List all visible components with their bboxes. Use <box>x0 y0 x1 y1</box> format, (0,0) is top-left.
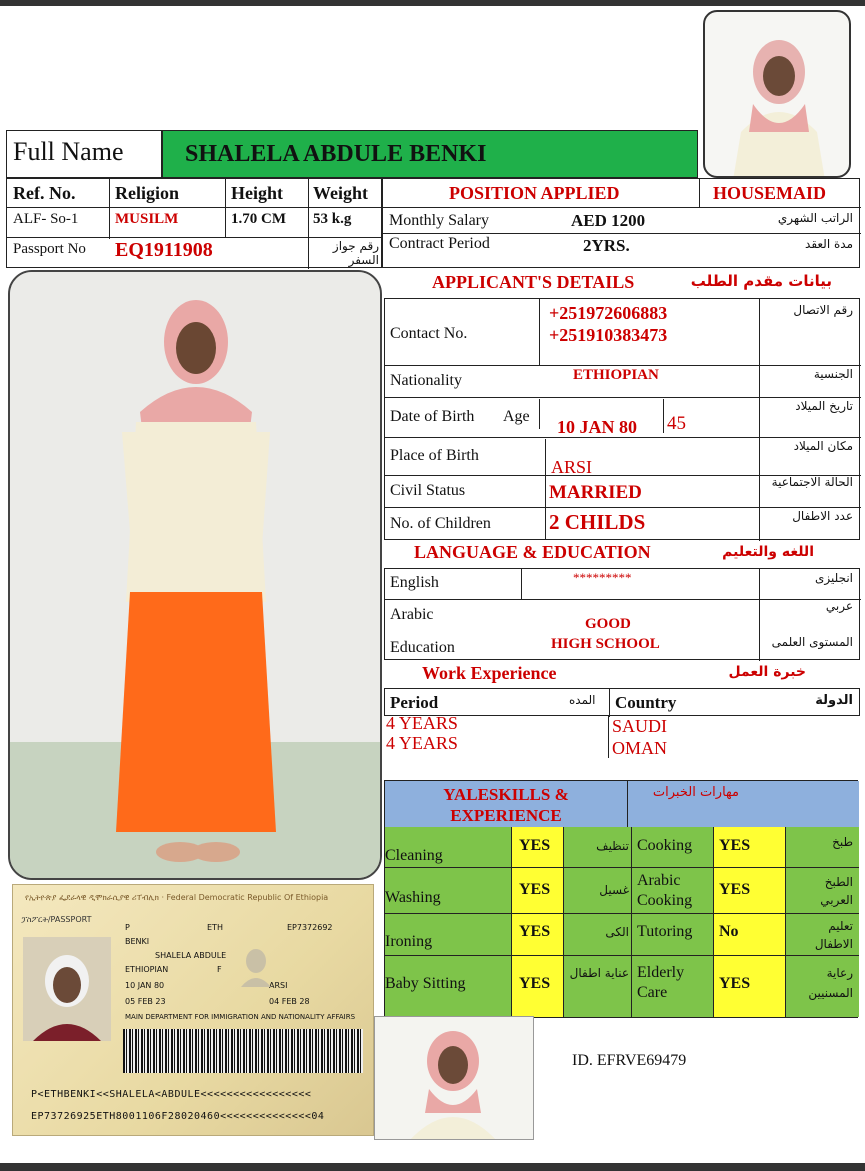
basic-info-table <box>6 178 382 268</box>
contact-value-1: +251972606883 <box>549 303 668 323</box>
passport-ghost-photo-icon <box>239 945 273 987</box>
skill-right-label: Arabic Cooking <box>637 872 693 909</box>
work-country-1: SAUDI <box>612 716 668 736</box>
position-label: POSITION APPLIED <box>449 183 620 203</box>
full-name-value: SHALELA ABDULE BENKI <box>185 141 487 167</box>
work-country-2: OMAN <box>612 738 668 758</box>
arabic-label: Arabic <box>390 606 434 623</box>
passport-label: Passport No <box>13 241 86 257</box>
passport-issue: 05 FEB 23 <box>125 997 166 1006</box>
skill-left-label: Baby Sitting <box>385 975 466 992</box>
passport-given-name: SHALELA ABDULE <box>155 951 227 960</box>
skill-left-ar: عناية اطفال <box>569 966 629 980</box>
skill-left-value: YES <box>519 975 551 992</box>
skills-heading-bar <box>385 781 859 827</box>
pob-label-ar: مكان الميلاد <box>793 439 853 453</box>
skill-right-label: Tutoring <box>637 923 693 940</box>
skill-left-label: Washing <box>385 889 441 906</box>
person-full-body-icon <box>10 272 382 880</box>
weight-label: Weight <box>313 183 369 203</box>
period-label: Period <box>390 693 439 712</box>
top-border <box>0 0 865 6</box>
religion-label: Religion <box>115 183 180 203</box>
ref-value: ALF- So-1 <box>13 211 79 227</box>
age-value: 45 <box>667 413 686 434</box>
full-body-photo <box>8 270 382 880</box>
skill-right-label: Cooking <box>637 837 693 854</box>
contract-value: 2YRS. <box>583 236 630 255</box>
bottom-border <box>0 1163 865 1171</box>
skills-table <box>384 780 858 1018</box>
skill-right-ar: الطبخ العربي <box>820 875 853 907</box>
skill-left-ar: الكى <box>605 925 629 939</box>
skill-right-value: YES <box>719 881 751 898</box>
height-value: 1.70 CM <box>231 211 286 227</box>
education-value: HIGH SCHOOL <box>551 636 660 652</box>
portrait-photo-bottom <box>374 1016 534 1140</box>
skill-left-ar: غسيل <box>599 883 629 897</box>
work-heading-ar: خبرة العمل <box>728 664 806 680</box>
work-period-2: 4 YEARS <box>386 733 458 753</box>
country-label-ar: الدولة <box>815 693 853 708</box>
height-label: Height <box>231 183 283 203</box>
salary-label-ar: الراتب الشهري <box>777 211 853 225</box>
skill-right-ar: رعاية المسنيين <box>808 966 853 1000</box>
passport-surname: BENKI <box>125 937 150 946</box>
passport-value: EQ1911908 <box>115 239 213 261</box>
language-heading-bar <box>382 540 860 568</box>
nationality-value: ETHIOPIAN <box>573 367 659 383</box>
skill-row <box>385 867 859 913</box>
person-portrait-icon <box>705 12 851 178</box>
full-name-label-cell <box>6 130 162 178</box>
children-value: 2 CHILDS <box>549 510 646 534</box>
applicant-heading: APPLICANT'S DETAILS <box>432 272 635 292</box>
passport-mrz-1: P<ETHBENKI<<SHALELA<ABDULE<<<<<<<<<<<<<<<<< <box>31 1089 312 1100</box>
passport-scan <box>12 884 374 1136</box>
contract-label: Contract Period <box>389 235 490 252</box>
skill-left-label: Ironing <box>385 933 433 950</box>
applicant-heading-ar: بيانات مقدم الطلب <box>690 272 832 290</box>
contact-value-2: +251910383473 <box>549 325 668 345</box>
civil-label: Civil Status <box>390 482 466 499</box>
civil-label-ar: الحالة الاجتماعية <box>771 475 853 489</box>
nationality-label: Nationality <box>390 372 462 389</box>
skill-row <box>385 913 859 955</box>
skill-row <box>385 955 859 1017</box>
education-label-ar: المستوى العلمى <box>771 635 853 649</box>
work-divider <box>608 716 609 758</box>
skill-left-ar: تنظيف <box>596 839 629 853</box>
contract-label-ar: مدة العقد <box>805 237 853 251</box>
language-heading: LANGUAGE & EDUCATION <box>414 542 651 562</box>
ref-label: Ref. No. <box>13 183 76 203</box>
dob-value: 10 JAN 80 <box>557 417 637 437</box>
work-heading-bar <box>382 660 860 688</box>
dob-label-ar: تاريخ الميلاد <box>795 399 853 413</box>
passport-mrz-2: EP73726925ETH8001106F28020460<<<<<<<<<<<<<<04 <box>31 1111 325 1122</box>
passport-country: ETH <box>207 923 223 932</box>
passport-barcode <box>123 1029 363 1073</box>
skill-left-value: YES <box>519 923 551 940</box>
skill-right-label: Elderly Care <box>637 964 685 1001</box>
full-name-bar <box>162 130 698 178</box>
work-period-1: 4 YEARS <box>386 713 458 733</box>
english-label-ar: انجليزى <box>814 571 853 585</box>
language-heading-ar: اللغه والتعليم <box>722 544 814 560</box>
age-label: Age <box>503 408 530 425</box>
skill-right-ar: طبخ <box>832 835 853 849</box>
weight-value: 53 k.g <box>313 211 352 227</box>
skill-row <box>385 827 859 867</box>
position-table <box>382 178 860 268</box>
position-value: HOUSEMAID <box>713 183 827 203</box>
passport-pob: ARSI <box>269 981 288 990</box>
pob-value: ARSI <box>551 457 593 477</box>
period-label-ar: المده <box>569 693 596 707</box>
passport-word: ፓስፖርት/PASSPORT <box>21 915 92 924</box>
contact-label: Contact No. <box>390 325 468 342</box>
skill-right-value: YES <box>719 837 751 854</box>
skill-left-value: YES <box>519 837 551 854</box>
language-table <box>384 568 860 660</box>
english-value: ********* <box>573 570 632 585</box>
skill-left-label: Cleaning <box>385 847 443 864</box>
skill-right-value: YES <box>719 975 751 992</box>
passport-expiry: 04 FEB 28 <box>269 997 310 1006</box>
person-portrait-small-icon <box>375 1017 534 1140</box>
country-label: Country <box>615 693 677 712</box>
passport-photo-icon <box>23 937 111 1041</box>
arabic-label-ar: عربي <box>825 599 853 613</box>
dob-label: Date of Birth <box>390 408 475 425</box>
id-text: ID. EFRVE69479 <box>572 1052 687 1069</box>
salary-label: Monthly Salary <box>389 212 489 229</box>
arabic-value: GOOD <box>585 616 631 632</box>
skills-heading: YALESKILLS & EXPERIENCE <box>443 785 569 825</box>
skill-left-value: YES <box>519 881 551 898</box>
english-label: English <box>390 574 439 591</box>
passport-dob: 10 JAN 80 <box>125 981 165 990</box>
children-label-ar: عدد الاطفال <box>792 509 853 523</box>
contact-label-ar: رقم الاتصال <box>793 303 853 317</box>
work-heading: Work Experience <box>422 663 557 683</box>
skills-rows <box>385 827 859 1017</box>
pob-label: Place of Birth <box>390 447 479 464</box>
applicant-heading-bar <box>382 268 860 298</box>
salary-value: AED 1200 <box>571 211 646 230</box>
passport-label-ar: رقم جواز السفر <box>332 239 379 267</box>
civil-value: MARRIED <box>549 482 642 503</box>
passport-number: EP7372692 <box>287 923 333 932</box>
skill-right-value: No <box>719 923 739 940</box>
passport-authority: MAIN DEPARTMENT FOR IMMIGRATION AND NATIONALITY AFFAIRS <box>125 1013 356 1021</box>
religion-value: MUSILM <box>115 211 179 227</box>
passport-header: የኢትዮጵያ ፌደራላዊ ዲሞክራሲያዊ ሪፐብሊክ · Federal Democratic Republic Of Ethiopia <box>25 893 329 902</box>
passport-nationality: ETHIOPIAN <box>125 965 169 974</box>
portrait-photo-small <box>703 10 851 178</box>
education-label: Education <box>390 639 455 656</box>
children-label: No. of Children <box>390 515 491 532</box>
nationality-label-ar: الجنسية <box>813 367 853 381</box>
skills-heading-ar: مهارات الخبرات <box>652 785 739 800</box>
work-table <box>384 688 860 716</box>
full-name-label: Full Name <box>13 137 124 166</box>
applicant-table <box>384 298 860 540</box>
passport-sex: F <box>217 965 222 974</box>
skill-right-ar: تعليم الاطفال <box>814 919 853 951</box>
passport-type: P <box>125 923 130 932</box>
